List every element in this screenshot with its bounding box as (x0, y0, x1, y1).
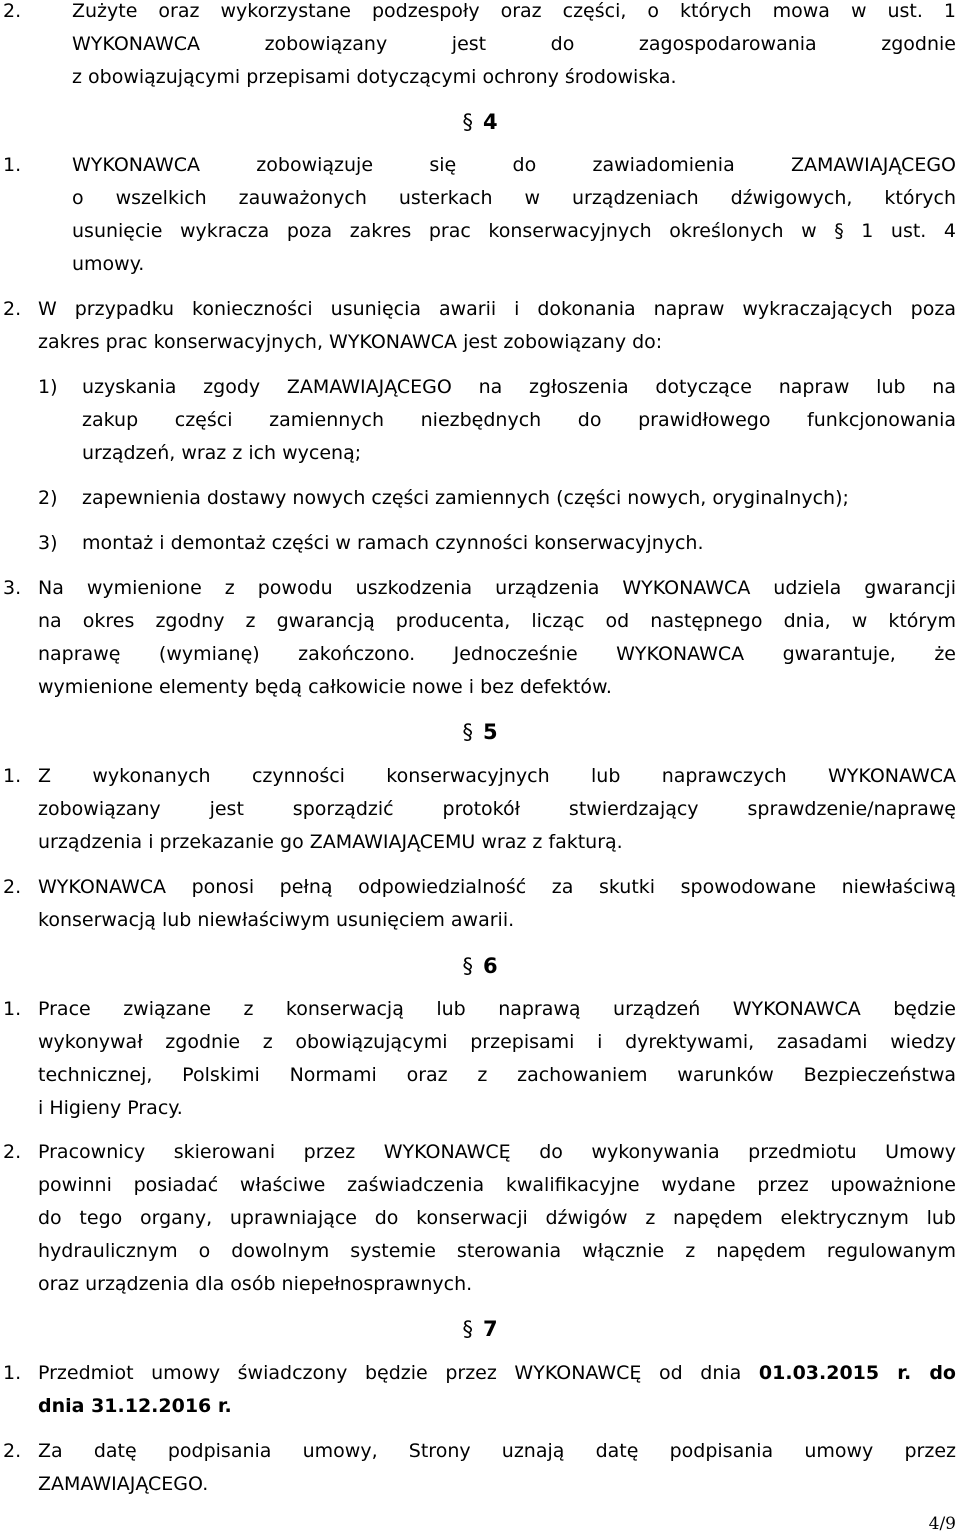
subitem-number: 1) (38, 376, 58, 398)
text-line: z obowiązującymi przepisami dotyczącymi ochrony środowiska. (72, 66, 677, 88)
text-run: Przedmiot umowy świadczony będzie przez WYKONAWCĘ od dnia (38, 1362, 759, 1384)
section-number: 5 (482, 720, 498, 744)
text-line: zobowiązany jest sporządzić protokół stwierdzający sprawdzenie/naprawę (38, 798, 956, 820)
date-to: dnia 31.12.2016 r. (38, 1395, 232, 1417)
text-line: zakres prac konserwacyjnych, WYKONAWCA jest zobowiązany do: (38, 331, 663, 353)
text-line (38, 1395, 232, 1417)
page-number: 4/9 (928, 1514, 956, 1534)
item-number: 1. (3, 998, 22, 1020)
subitem-number: 3) (38, 532, 58, 554)
item-number: 2. (3, 1141, 22, 1163)
section-heading-6 (0, 954, 960, 978)
item-number: 1. (3, 1362, 22, 1384)
text-line: Zużyte oraz wykorzystane podzespoły oraz części, o których mowa w ust. 1 (72, 0, 956, 22)
text-line: ZAMAWIAJĄCEGO. (38, 1473, 209, 1495)
section-sign: § (462, 954, 473, 978)
text-line: o wszelkich zauważonych usterkach w urządzeniach dźwigowych, których (72, 187, 956, 209)
item-number: 1. (3, 154, 22, 176)
section-heading-4 (0, 110, 960, 134)
item-number: 2. (3, 876, 22, 898)
text-line: Na wymienione z powodu uszkodzenia urządzenia WYKONAWCA udziela gwarancji (38, 577, 956, 599)
item-number: 1. (3, 765, 22, 787)
text-line: uzyskania zgody ZAMAWIAJĄCEGO na zgłoszenia dotyczące napraw lub na (82, 376, 956, 398)
section-number: 7 (482, 1317, 498, 1341)
text-line: Za datę podpisania umowy, Strony uznają datę podpisania umowy przez (38, 1440, 956, 1462)
text-line: powinni posiadać właściwe zaświadczenia kwalifikacyjne wydane przez upoważnione (38, 1174, 956, 1196)
text-line: WYKONAWCA zobowiązuje się do zawiadomienia ZAMAWIAJĄCEGO (72, 154, 956, 176)
item-number: 3. (3, 577, 22, 599)
text-line: usunięcie wykracza poza zakres prac konserwacyjnych określonych w § 1 ust. 4 (72, 220, 956, 242)
section-sign: § (462, 720, 473, 744)
text-line: wymienione elementy będą całkowicie nowe i bez defektów. (38, 676, 612, 698)
text-line: do tego organy, uprawniające do konserwacji dźwigów z napędem elektrycznym lub (38, 1207, 956, 1229)
item-number: 2. (3, 298, 22, 320)
text-line: i Higieny Pracy. (38, 1097, 183, 1119)
text-line: konserwacją lub niewłaściwym usunięciem awarii. (38, 909, 515, 931)
text-line: WYKONAWCA zobowiązany jest do zagospodarowania zgodnie (72, 33, 956, 55)
item-number: 2. (3, 1440, 22, 1462)
text-line: zakup części zamiennych niezbędnych do prawidłowego funkcjonowania (82, 409, 956, 431)
section-number: 6 (482, 954, 498, 978)
section-heading-5 (0, 720, 960, 744)
text-line: na okres zgodny z gwarancją producenta, licząc od następnego dnia, w którym (38, 610, 956, 632)
section-sign: § (462, 1317, 473, 1341)
text-line: umowy. (72, 253, 145, 275)
to-word: do (911, 1362, 956, 1384)
text-line: WYKONAWCA ponosi pełną odpowiedzialność za skutki spowodowane niewłaściwą (38, 876, 956, 898)
subitem-number: 2) (38, 487, 58, 509)
date-from: 01.03.2015 r. (758, 1362, 912, 1384)
section-number: 4 (482, 110, 498, 134)
section-sign: § (462, 110, 473, 134)
text-line: oraz urządzenia dla osób niepełnosprawnych. (38, 1273, 473, 1295)
text-line: naprawę (wymianę) zakończono. Jednocześnie WYKONAWCA gwarantuje, że (38, 643, 956, 665)
item-number: 2. (3, 0, 22, 22)
text-line: montaż i demontaż części w ramach czynności konserwacyjnych. (82, 532, 704, 554)
text-line: hydraulicznym o dowolnym systemie sterowania włącznie z napędem regulowanym (38, 1240, 956, 1262)
section-heading-7 (0, 1317, 960, 1341)
text-line: zapewnienia dostawy nowych części zamiennych (części nowych, oryginalnych); (82, 487, 849, 509)
text-line: Pracownicy skierowani przez WYKONAWCĘ do wykonywania przedmiotu Umowy (38, 1141, 956, 1163)
text-line: Z wykonanych czynności konserwacyjnych lub naprawczych WYKONAWCA (38, 765, 956, 787)
text-line: urządzenia i przekazanie go ZAMAWIAJĄCEMU wraz z fakturą. (38, 831, 623, 853)
text-line: urządzeń, wraz z ich wyceną; (82, 442, 362, 464)
text-line: wykonywał zgodnie z obowiązującymi przepisami i dyrektywami, zasadami wiedzy (38, 1031, 956, 1053)
text-line: technicznej, Polskimi Normami oraz z zachowaniem warunków Bezpieczeństwa (38, 1064, 956, 1086)
text-line (38, 1362, 956, 1384)
text-line: W przypadku konieczności usunięcia awarii i dokonania napraw wykraczających poza (38, 298, 956, 320)
text-line: Prace związane z konserwacją lub naprawą urządzeń WYKONAWCA będzie (38, 998, 956, 1020)
